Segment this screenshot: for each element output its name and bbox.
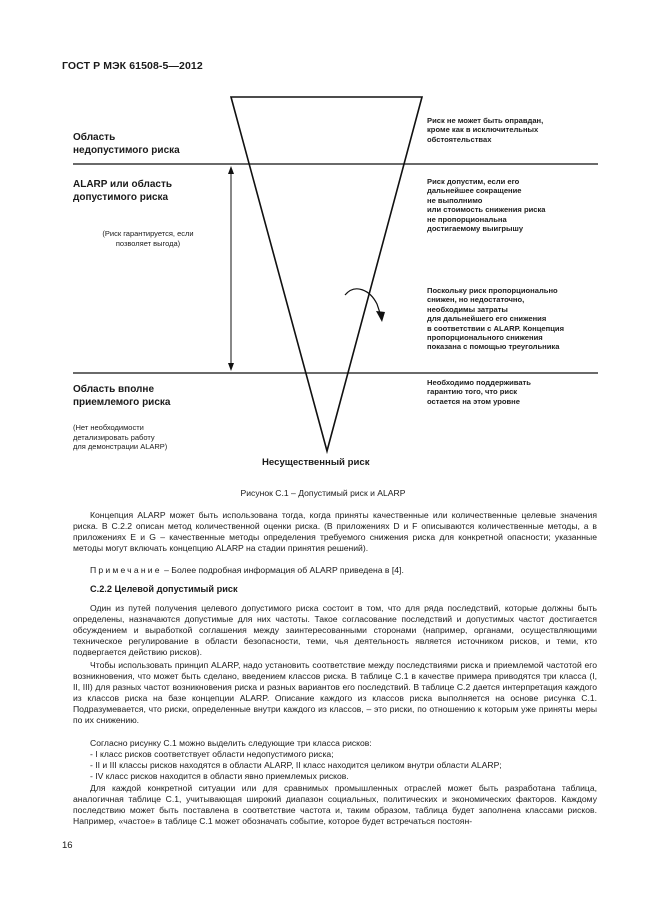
paragraph-risk-classes-intro: Согласно рисунку С.1 можно выделить следующие три класса рисков:: [90, 738, 372, 748]
zone-acceptable-note: (Нет необходимости детализировать работу для демонстрации ALARP): [73, 423, 168, 451]
paragraph-alarp-principle: Чтобы использовать принцип ALARP, надо установить соответствие между последствиями риска и приемлемой частотой его возникновения, что может быть сделано, введением классов риска. В таблице С.1 в качестве примера приводятся три класса (I, II, III) для разных частот возникновения риска и разных вариантов его последствий. В таблице С.2 дается интерпретация каждого из классов риска на базе концепции ALARP. Описание каждого из классов риска выполняется на основе рисунка С.1. Подразумевается, что риски, определенные внутри каждого из классов, – это риски, по отношению к которым уже приняты меры по их снижению.: [73, 660, 597, 726]
note-paragraph: [73, 565, 597, 576]
right-text-proportional: Поскольку риск пропорционально снижен, но недостаточно, необходимы затраты для дальнейшего его снижения в соответствии с ALARP. Концепция пропорционального снижения показана с помощью треугольника: [427, 286, 565, 352]
zone-alarp-label: ALARP или область допустимого риска: [73, 179, 173, 203]
right-text-unacceptable: Риск не может быть оправдан, кроме как в исключительных обстоятельствах: [427, 116, 544, 144]
note-label: Примечание: [90, 565, 162, 575]
figure-caption: Рисунок С.1 – Допустимый риск и ALARP: [240, 488, 406, 498]
paragraph-table-development: Для каждой конкретной ситуации или для сравнимых промышленных отраслей может быть разработана таблица, аналогичная таблице С.1, учитывающая широкий диапазон социальных, политических и экономических факторов. Каждому последствию может быть поставлена в соответствие частота и, таким образом, таблица будет заполнена классами рисков. Например, «частое» в таблице С.1 может обозначать событие, которое будет встречаться постоян-: [73, 783, 597, 827]
arrow-head-down: [228, 363, 234, 371]
zone-acceptable-label: Область вполне приемлемого риска: [73, 384, 171, 408]
bullet-class-1: - I класс рисков соответствует области недопустимого риска;: [90, 749, 334, 759]
right-text-acceptable: Необходимо поддерживать гарантию того, что риск остается на этом уровне: [427, 378, 531, 406]
paragraph-alarp-concept: Концепция ALARP может быть использована тогда, когда приняты качественные или количественные целевые значения риска. В С.2.2 описан метод количественной оценки риска. (В приложениях D и F описываются количественные методы, а в приложениях Е и G – качественные методы определения требуемого снижения риска для конкретной опасности; указанные методы могут включать концепцию ALARP на стадии принятия решений).: [73, 510, 597, 554]
risk-triangle: [231, 97, 422, 451]
arrow-head-up: [228, 166, 234, 174]
bullet-class-4: - IV класс рисков находится в области явно приемлемых рисков.: [90, 771, 349, 781]
negligible-risk-label: Несущественный риск: [262, 457, 370, 468]
document-header: ГОСТ Р МЭК 61508-5—2012: [62, 60, 203, 72]
page-number: 16: [62, 840, 73, 851]
curved-arrow-head: [376, 311, 385, 322]
bullet-class-2-3: - II и III классы рисков находятся в области ALARP, II класс находится целиком внутри области ALARP;: [90, 760, 502, 770]
zone-alarp-note: (Риск гарантируется, если позволяет выгода): [102, 229, 194, 248]
paragraph-target-risk: Один из путей получения целевого допустимого риска состоит в том, что для ряда последствий, которые должны быть определены, назначаются допустимые для них частоты. Такое согласование последствий и допустимых частот достигается обсуждением и выработкой соглашения между заинтересованными сторонами (например, органами, осуществляющими техническое регулирование в области безопасности, теми, чья деятельность является источником рисков, и теми, кто подвергается действию рисков).: [73, 603, 597, 658]
note-text: – Более подробная информация об ALARP приведена в [4].: [161, 565, 404, 575]
zone-unacceptable-label: Область недопустимого риска: [73, 132, 180, 156]
right-text-tolerable: Риск допустим, если его дальнейшее сокращение не выполнимо или стоимость снижения риска не пропорциональна достигаемому выигрышу: [427, 177, 546, 234]
section-title: С.2.2 Целевой допустимый риск: [90, 584, 238, 594]
